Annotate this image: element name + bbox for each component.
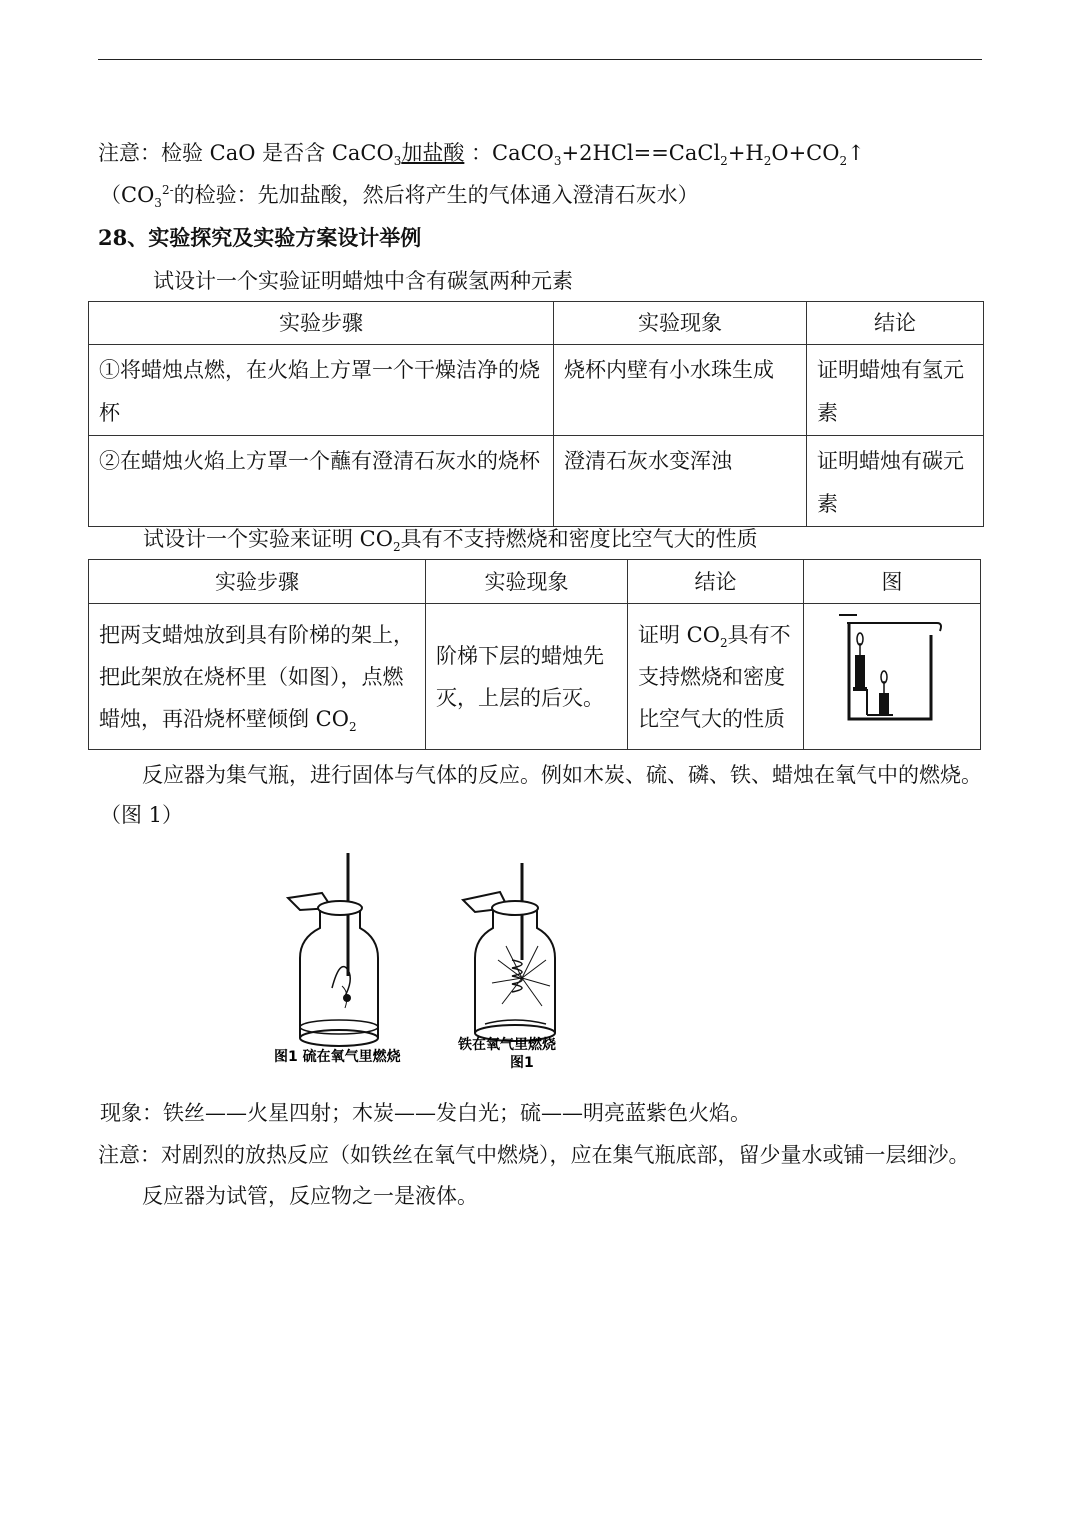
reactor-test-tube-line: 反应器为试管，反应物之一是液体。	[142, 1184, 478, 1208]
reactor-gas-jar-paragraph: 反应器为集气瓶，进行固体与气体的反应。例如木炭、硫、磷、铁、蜡烛在氧气中的燃烧。	[142, 763, 982, 787]
sulfur-jar-illustration	[288, 853, 378, 1046]
conclusion-cell: 证明蜡烛有氢元素	[807, 345, 984, 436]
caption-figure-number: 图1	[510, 1055, 534, 1070]
note-carbonate-test: （$CO_3^{2-}$的检验：先加盐酸，然后将产生的气体通入澄清石灰水）	[100, 183, 699, 211]
header-rule	[98, 59, 982, 60]
figure-cell	[804, 604, 981, 750]
caption-iron: 铁在氧气里燃烧	[458, 1037, 556, 1053]
header-phenomenon: 实验现象	[426, 560, 628, 604]
table-header-row	[89, 302, 984, 345]
step-cell: 把两支蜡烛放到具有阶梯的架上，把此架放在烧杯里（如图），点燃蜡烛，再沿烧杯壁倾倒 $CO_2$	[89, 604, 426, 750]
intro-co2-properties: 试设计一个实验来证明 $CO_2$具有不支持燃烧和密度比空气大的性质	[143, 527, 758, 555]
section-title: 28、实验探究及实验方案设计举例	[98, 225, 422, 250]
beaker-candles-diagram	[837, 607, 947, 732]
intro-candle-elements: 试设计一个实验证明蜡烛中含有碳氢两种元素	[153, 269, 573, 293]
caption-sulfur: 图1 硫在氧气里燃烧	[274, 1049, 401, 1065]
table-row	[89, 345, 984, 436]
header-phenomenon: 实验现象	[554, 302, 807, 345]
table-header-row	[89, 560, 981, 604]
header-steps: 实验步骤	[89, 302, 554, 345]
note-cao-test: 注意：检验 CaO 是否含 CaCO$_3$加盐酸 ：$CaCO_3+2HCl==CaCl_2+H_2O+CO_2↑$	[98, 141, 865, 169]
figure-reference: （图 1）	[100, 803, 184, 827]
header-conclusion: 结论	[628, 560, 804, 604]
table-row	[89, 436, 984, 527]
note-exothermic: 注意：对剧烈的放热反应（如铁丝在氧气中燃烧），应在集气瓶底部，留少量水或铺一层细沙。	[98, 1143, 970, 1167]
phenomenon-cell: 澄清石灰水变浑浊	[554, 436, 807, 527]
phenomenon-cell: 烧杯内壁有小水珠生成	[554, 345, 807, 436]
header-conclusion: 结论	[807, 302, 984, 345]
table-candle-elements	[88, 301, 984, 527]
step-cell: ①将蜡烛点燃，在火焰上方罩一个干燥洁净的烧杯	[89, 345, 554, 436]
conclusion-cell: 证明 $CO_2$具有不支持燃烧和密度比空气大的性质	[628, 604, 804, 750]
header-figure: 图	[804, 560, 981, 604]
header-steps: 实验步骤	[89, 560, 426, 604]
step-cell: ②在蜡烛火焰上方罩一个蘸有澄清石灰水的烧杯	[89, 436, 554, 527]
phenomenon-line: 现象：铁丝——火星四射；木炭——发白光；硫——明亮蓝紫色火焰。	[100, 1101, 751, 1125]
phenomenon-cell: 阶梯下层的蜡烛先灭，上层的后灭。	[426, 604, 628, 750]
table-row	[89, 604, 981, 750]
gas-jar-combustion-figure	[270, 848, 620, 1070]
table-co2-properties	[88, 559, 981, 750]
iron-jar-illustration	[463, 863, 555, 1041]
conclusion-cell: 证明蜡烛有碳元素	[807, 436, 984, 527]
